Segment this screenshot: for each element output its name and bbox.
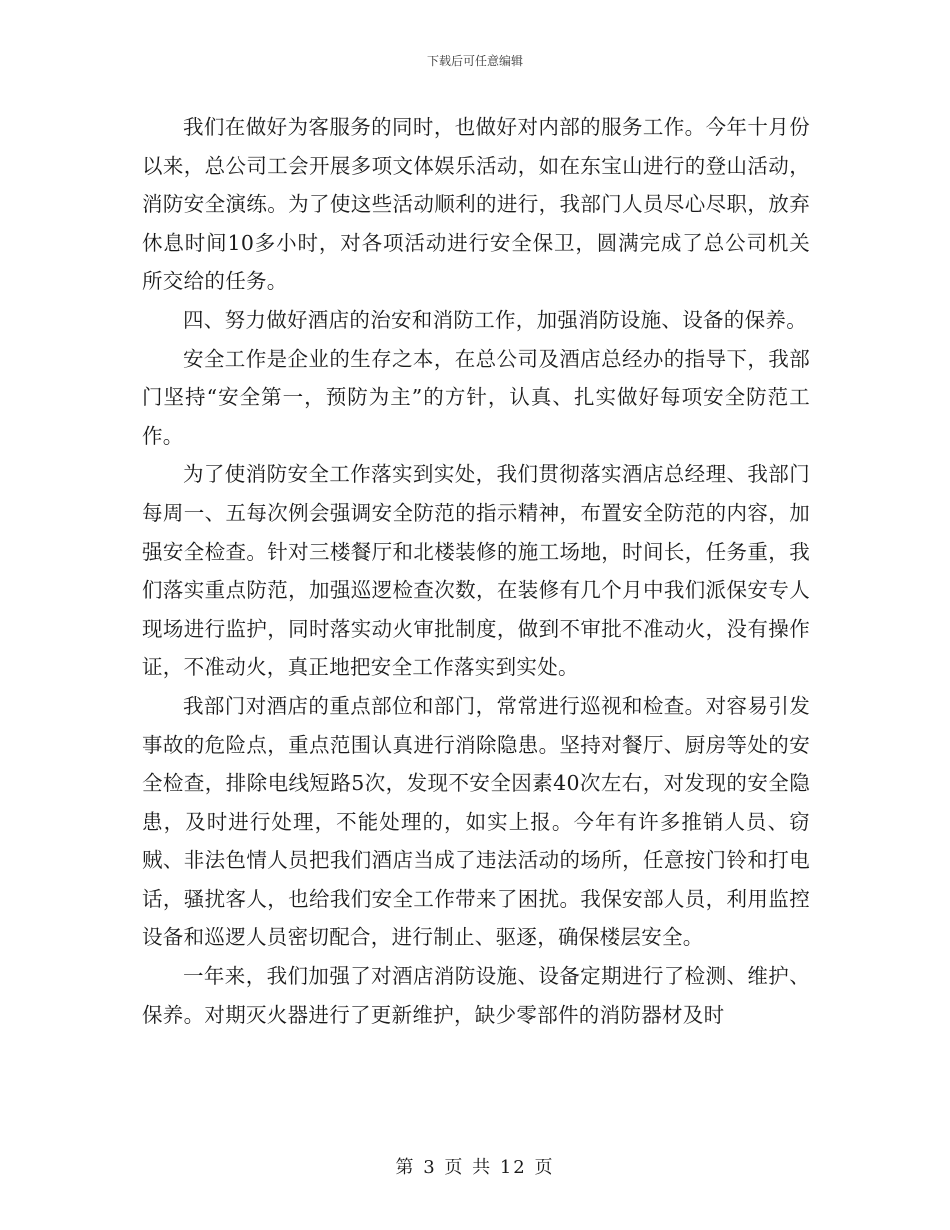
paragraph-internal-service: 我们在做好为客服务的同时，也做好对内部的服务工作。今年十月份以来，总公司工会开展多项文体娱乐活动，如在东宝山进行的登山活动，消防安全演练。为了使这些活动顺利的进行，我部门人员尽心尽职，放弃休息时间10多小时，对各项活动进行安全保卫，圆满完成了总公司机关所交给的任务。 [142, 115, 810, 294]
document-body [142, 108, 810, 1034]
paragraph-equipment-maintenance: 一年来，我们加强了对酒店消防设施、设备定期进行了检测、维护、保养。对期灭火器进行了更新维护，缺少零部件的消防器材及时 [142, 964, 810, 1027]
page-header: 下载后可任意编辑 [426, 54, 523, 68]
paragraph-fire-safety-implementation: 为了使消防安全工作落实到实处，我们贯彻落实酒店总经理、我部门每周一、五每次例会强调安全防范的指示精神，布置安全防范的内容，加强安全检查。针对三楼餐厅和北楼装修的施工场地，时间长，任务重，我们落实重点防范，加强巡逻检查次数，在装修有几个月中我们派保安专人现场进行监护，同时落实动火审批制度，做到不审批不准动火，没有操作证，不准动火，真正地把安全工作落实到实处。 [142, 462, 810, 680]
paragraph-inspection-patrol: 我部门对酒店的重点部位和部门，常常进行巡视和检查。对容易引发事故的危险点，重点范围认真进行消除隐患。坚持对餐厅、厨房等处的安全检查，排除电线短路5次，发现不安全因素40次左右，对发现的安全隐患，及时进行处理，不能处理的，如实上报。今年有许多推销人员、窃贼、非法色情人员把我们酒店当成了违法活动的场所，任意按门铃和打电话，骚扰客人，也给我们安全工作带来了困扰。我保安部人员，利用监控设备和巡逻人员密切配合，进行制止、驱逐，确保楼层安全。 [142, 693, 810, 950]
paragraph-safety-foundation: 安全工作是企业的生存之本，在总公司及酒店总经办的指导下，我部门坚持“安全第一，预防为主”的方针，认真、扎实做好每项安全防范工作。 [142, 346, 810, 448]
page-number-footer: 第 3 页 共 12 页 [395, 1157, 555, 1178]
section-heading-security-fire: 四、努力做好酒店的治安和消防工作，加强消防设施、设备的保养。 [183, 307, 807, 332]
